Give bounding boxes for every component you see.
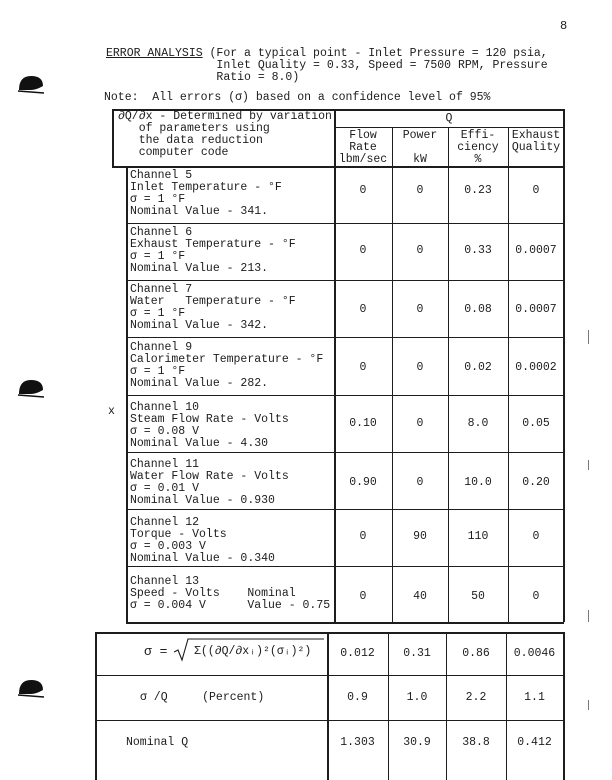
x-mark: x (108, 405, 115, 418)
row-value: 8.0 (467, 417, 489, 430)
percent-label: σ /Q (Percent) (140, 691, 265, 704)
page-number: 8 (560, 19, 568, 33)
row-value: 0 (532, 530, 540, 543)
sigma-label: σ = (144, 644, 168, 659)
scan-artifact (588, 330, 589, 344)
heading-line2: Inlet Quality = 0.33, Speed = 7500 RPM, Pressure (106, 59, 548, 72)
row-value: 0 (359, 361, 367, 374)
row-value: 0.90 (349, 476, 377, 489)
row-value: 0 (416, 476, 424, 489)
header-left: ∂Q/∂x - Determined by variation of parameters using the data reduction computer code (118, 110, 332, 159)
summary-value: 0.31 (403, 647, 431, 660)
row-value: 90 (413, 530, 427, 543)
row-value: 10.0 (464, 476, 492, 489)
row-value: 0.08 (464, 303, 492, 316)
binder-hole-mark (16, 376, 46, 402)
row-value: 0.23 (464, 184, 492, 197)
table-row: Channel 6 Exhaust Temperature - °F σ = 1 °F Nominal Value - 213. (130, 226, 296, 275)
row-value: 0.02 (464, 361, 492, 374)
heading (106, 48, 596, 84)
summary-value: 0.412 (517, 736, 552, 749)
row-value: 0 (532, 590, 540, 603)
col-exhaust-quality: Exhaust Quality (511, 129, 561, 154)
summary-value: 2.2 (465, 691, 487, 704)
nominal-label: Nominal Q (126, 736, 189, 749)
binder-hole-mark (16, 676, 46, 702)
scan-artifact (588, 610, 589, 622)
heading-line3: Ratio = 8.0) (106, 71, 300, 84)
summary-value: 1.303 (340, 736, 375, 749)
row-value: 0.0007 (515, 303, 557, 316)
table-row: Channel 7 Water Temperature - °F σ = 1 °F Nominal Value - 342. (130, 283, 296, 332)
row-value: 0.20 (522, 476, 550, 489)
row-value: 0.05 (522, 417, 550, 430)
binder-hole-mark (16, 72, 46, 98)
col-power: Power kW (402, 129, 438, 166)
row-value: 0 (416, 303, 424, 316)
sum-expression: Σ((∂Q/∂xᵢ)²(σᵢ)²) (194, 645, 312, 658)
row-value: 0 (416, 361, 424, 374)
heading-title: ERROR ANALYSIS (106, 47, 203, 60)
row-value: 0 (359, 590, 367, 603)
row-value: 0 (416, 184, 424, 197)
header-q-label: Q (445, 112, 453, 125)
row-value: 0.33 (464, 244, 492, 257)
col-flow-rate: Flow Rate lbm/sec (338, 129, 388, 166)
note: Note: All errors (σ) based on a confidence level of 95% (104, 91, 491, 104)
row-value: 0 (359, 303, 367, 316)
row-value: 0 (416, 244, 424, 257)
formula (144, 646, 167, 658)
summary-value: 0.9 (347, 691, 368, 704)
table-row: Channel 5 Inlet Temperature - °F σ = 1 °F Nominal Value - 341. (130, 169, 282, 218)
row-value: 0.10 (349, 417, 377, 430)
table-row: Channel 12 Torque - Volts σ = 0.003 V Nominal Value - 0.340 (130, 516, 275, 565)
summary-value: 0.0046 (513, 647, 556, 660)
summary-value: 0.012 (340, 647, 375, 660)
heading-line1: (For a typical point - Inlet Pressure = 120 psia, (202, 47, 548, 60)
row-value: 0 (532, 184, 540, 197)
summary-value: 30.9 (403, 736, 431, 749)
summary-value: 0.86 (462, 647, 490, 660)
row-value: 0 (359, 530, 367, 543)
summary-value: 38.8 (462, 736, 490, 749)
row-value: 0.0002 (515, 361, 557, 374)
col-efficiency: Effi- ciency % (457, 129, 499, 166)
table-row: Channel 9 Calorimeter Temperature - °F σ = 1 °F Nominal Value - 282. (130, 341, 324, 390)
table-row: Channel 11 Water Flow Rate - Volts σ = 0.01 V Nominal Value - 0.930 (130, 458, 289, 507)
row-value: 110 (467, 530, 489, 543)
scan-artifact (588, 460, 589, 470)
summary-value: 1.1 (524, 691, 545, 704)
table-row: Channel 10 Steam Flow Rate - Volts σ = 0.08 V Nominal Value - 4.30 (130, 401, 289, 450)
row-value: 50 (471, 590, 485, 603)
row-value: 0.0007 (515, 244, 557, 257)
row-value: 0 (359, 184, 367, 197)
row-value: 40 (413, 590, 427, 603)
row-value: 0 (359, 244, 367, 257)
scan-artifact (588, 700, 589, 710)
summary-value: 1.0 (406, 691, 428, 704)
row-value: 0 (416, 417, 424, 430)
table-row: Channel 13 Speed - Volts Nominal σ = 0.004 V Value - 0.75 (130, 575, 331, 612)
